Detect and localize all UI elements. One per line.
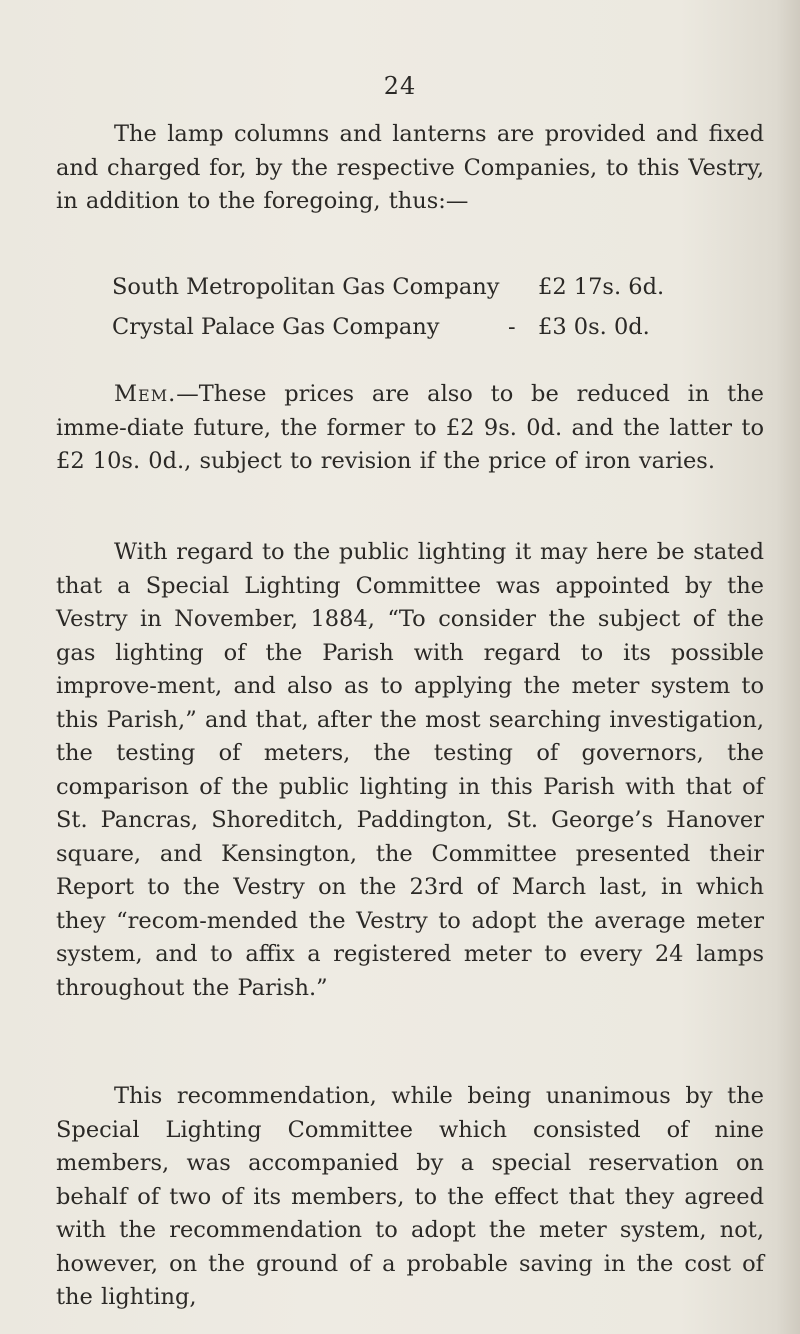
leader-dash: - — [508, 314, 516, 340]
memo-text: —These prices are also to be reduced in the imme-diate future, the former to £2 9s. 0d. and the latter to £2 10s. 0d., subject to revision if the price of iron varies. — [56, 381, 764, 474]
intro-text: The lamp columns and lanterns are provided and fixed and charged for, by the respective Companies, to this Vestry, in addition to the foregoing, thus:— — [56, 121, 764, 214]
lighting-committee-paragraph — [56, 536, 764, 1005]
memo-label: Mem. — [114, 381, 177, 407]
company-name: Crystal Palace Gas Company — [112, 314, 440, 340]
recommendation-text: This recommendation, while being unanimous by the Special Lighting Committee which consisted of nine members, was accompanied by a special reservation on behalf of two of its members, to the effect that they agreed with the recommendation to adopt the meter system, not, however, on the ground of a probable saving in the cost of the lighting, — [56, 1083, 764, 1310]
intro-paragraph — [56, 118, 764, 219]
price-row — [112, 314, 712, 354]
company-name: South Metropolitan Gas Company — [112, 274, 500, 300]
page-number: 24 — [383, 72, 417, 100]
price-amount: £3 0s. 0d. — [538, 314, 650, 340]
memo-paragraph — [56, 378, 764, 479]
recommendation-paragraph — [56, 1080, 764, 1315]
price-row — [112, 274, 712, 314]
price-amount: £2 17s. 6d. — [538, 274, 665, 300]
price-list — [112, 274, 712, 354]
lighting-committee-text: With regard to the public lighting it may here be stated that a Special Lighting Committee was appointed by the Vestry in November, 1884, “To consider the subject of the gas lighting of the Parish with regard to its possible improve-ment, and also as to applying the meter system to this Parish,” and that, after the most searching investigation, the testing of meters, the testing of governors, the comparison of the public lighting in this Parish with that of St. Pancras, Shoreditch, Paddington, St. George’s Hanover square, and Kensington, the Committee presented their Report to the Vestry on the 23rd of March last, in which they “recom-mended the Vestry to adopt the average meter system, and to affix a registered meter to every 24 lamps throughout the Parish.” — [56, 539, 764, 1001]
